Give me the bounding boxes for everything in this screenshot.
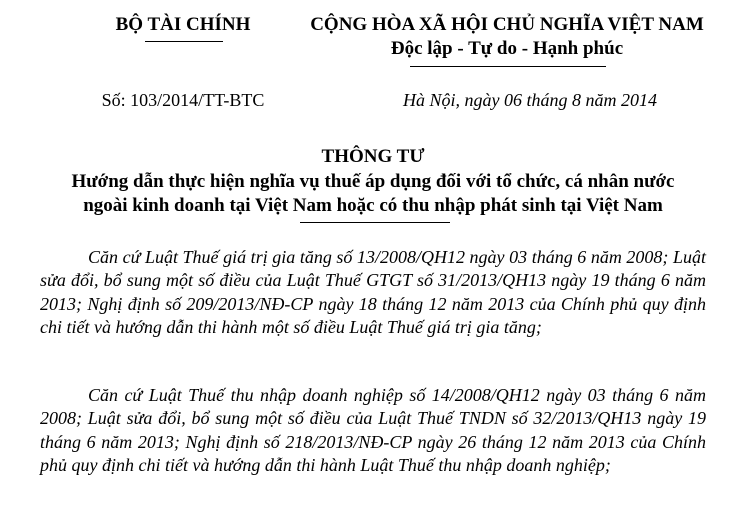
place-and-date: Hà Nội, ngày 06 tháng 8 năm 2014	[403, 90, 657, 110]
document-type: THÔNG TƯ	[321, 146, 425, 167]
national-motto: Độc lập - Tự do - Hạnh phúc	[390, 38, 624, 59]
ministry-underline	[145, 41, 223, 42]
document-number: Số: 103/2014/TT-BTC	[101, 90, 265, 110]
legal-basis-paragraph-1: Căn cứ Luật Thuế giá trị gia tăng số 13/2008/QH12 ngày 03 tháng 6 năm 2008; Luật sửa đổi, bổ sung một số điều của Luật Thuế GTGT số 31/2013/QH13 ngày 19 tháng 6 năm 2013; Nghị định số 209/2013/NĐ-CP ngày 18 tháng 12 năm 2013 của Chính phủ quy định chi tiết và hướng dẫn thi hành một số điều Luật Thuế giá trị gia tăng;	[40, 247, 706, 337]
subject-underline	[300, 222, 450, 223]
subject-line-2: ngoài kinh doanh tại Việt Nam hoặc có thu nhập phát sinh tại Việt Nam	[83, 195, 663, 216]
document-subject	[20, 170, 726, 218]
national-title: CỘNG HÒA XÃ HỘI CHỦ NGHĨA VIỆT NAM	[310, 14, 704, 35]
legal-basis-paragraph-2: Căn cứ Luật Thuế thu nhập doanh nghiệp số 14/2008/QH12 ngày 03 tháng 6 năm 2008; Luật sửa đổi, bổ sung một số điều của Luật Thuế TNDN số 32/2013/QH13 ngày 19 tháng 6 năm 2013; Nghị định số 218/2013/NĐ-CP ngày 26 tháng 12 năm 2013 của Chính phủ quy định chi tiết và hướng dẫn thi hành Luật Thuế thu nhập doanh nghiệp;	[40, 385, 706, 475]
subject-line-1: Hướng dẫn thực hiện nghĩa vụ thuế áp dụng đối với tổ chức, cá nhân nước	[71, 171, 675, 192]
issuing-ministry: BỘ TÀI CHÍNH	[115, 14, 251, 35]
motto-underline	[410, 66, 606, 67]
